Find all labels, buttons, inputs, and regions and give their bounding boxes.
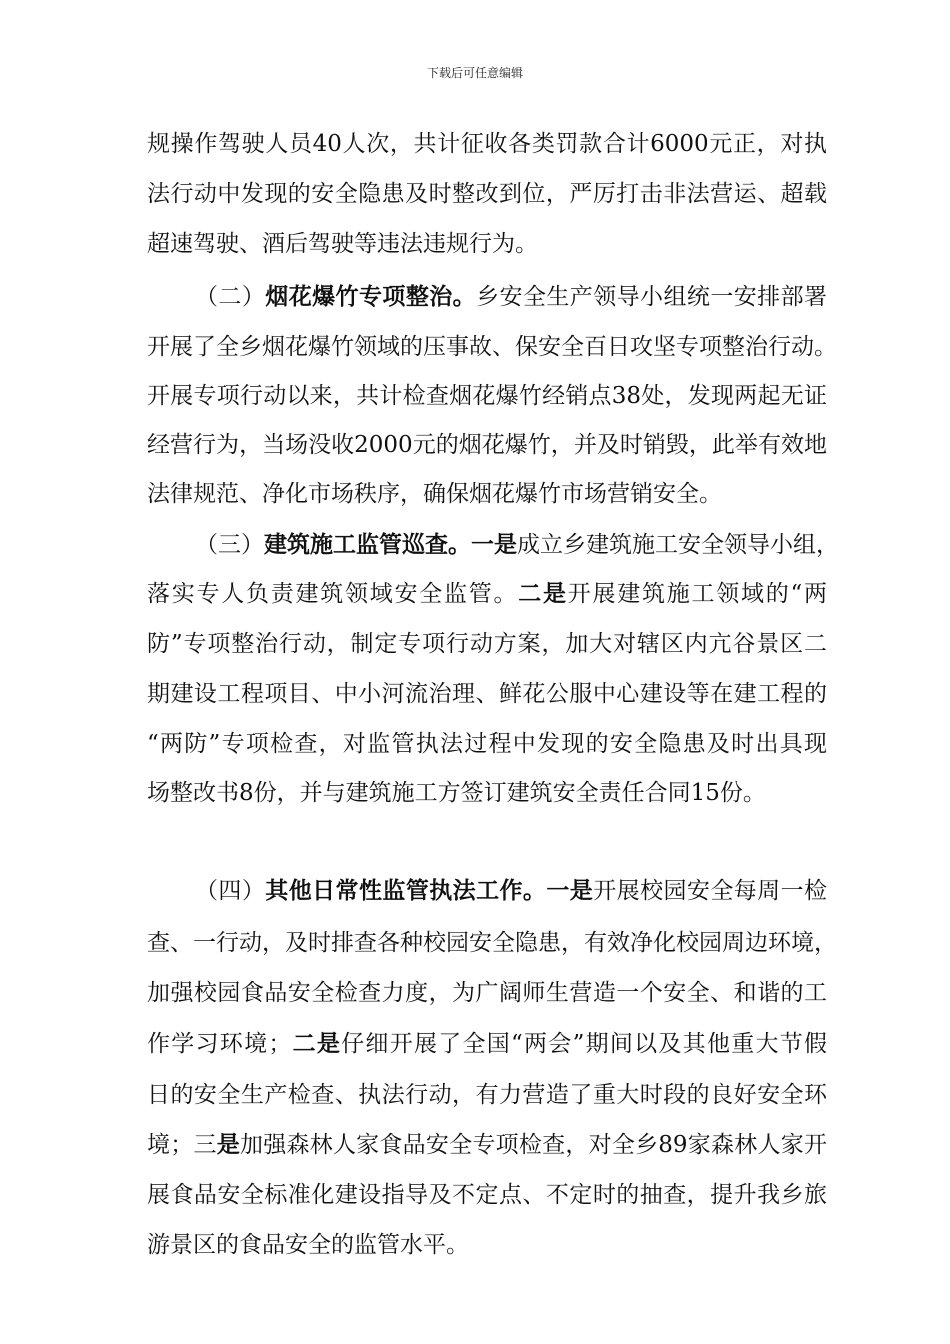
body-text: （二） [195,284,266,310]
body-text: “两防”专项检查，对监管执法过程中发现的安全隐患及时出具现 [147,731,827,757]
text-line [147,778,827,808]
body-text: 法行动中发现的安全隐患及时整改到位，严厉打击非法营运、超载 [147,181,827,207]
body-text: 规操作驾驶人员40人次，共计征收各类罚款合计6000元正，对执 [147,131,827,157]
body-text: （三） [195,532,264,558]
text-line [195,530,839,560]
body-text: 开展建筑施工领域的“两 [567,581,828,607]
bold-heading-text: 二是 [518,581,568,607]
body-text: 查、一行动，及时排查各种校园安全隐患，有效净化校园周边环境， [147,930,837,956]
text-line [147,479,827,509]
text-line [147,679,827,709]
body-text: 加强森林人家食品安全专项检查，对全乡89家森林人家开 [239,1132,828,1158]
text-line [147,928,837,958]
body-text: 展食品安全标准化建设指导及不定点、不定时的抽查，提升我乡旅 [147,1182,827,1208]
bold-heading-text: 是 [216,1132,240,1158]
text-line [147,1130,827,1160]
bold-heading-text: 建筑施工监管巡查。一是 [264,532,517,558]
text-line [147,1080,827,1110]
text-line [147,1230,827,1260]
body-text: 成立乡建筑施工安全领导小组， [517,532,839,558]
body-text: 作学习环境； [147,1031,292,1057]
body-text: 游景区的食品安全的监管水平。 [147,1232,469,1258]
text-line [147,629,827,659]
text-line [147,1180,827,1210]
body-text: 境；三 [147,1132,217,1158]
text-line [147,978,827,1008]
body-text: 开展校园安全每周一检 [593,878,828,904]
body-text: 日的安全生产检查、执法行动，有力营造了重大时段的良好安全环 [147,1082,827,1108]
text-line [147,332,837,362]
bold-heading-text: 烟花爆竹专项整治。 [265,284,477,310]
text-line [195,876,827,906]
body-text: 乡安全生产领导小组统一安排部署 [476,284,828,310]
bold-heading-text: 其他日常性监管执法工作。一是 [265,878,594,904]
body-text: 落实专人负责建筑领域安全监管。 [147,581,519,607]
body-text: 场整改书8份，并与建筑施工方签订建筑安全责任合同15份。 [147,780,766,806]
text-line [147,1029,827,1059]
text-line [147,729,827,759]
body-text: 加强校园食品安全检查力度，为广阔师生营造一个安全、和谐的工 [147,980,827,1006]
body-text: 仔细开展了全国“两会”期间以及其他重大节假 [341,1031,828,1057]
body-text: 开展专项行动以来，共计检查烟花爆竹经销点38处，发现两起无证 [147,383,827,409]
body-text: 期建设工程项目、中小河流治理、鲜花公服中心建设等在建工程的 [147,681,827,707]
text-line [147,381,827,411]
body-text: （四） [195,878,266,904]
text-line [147,129,827,159]
text-line [195,282,827,312]
body-text: 法律规范、净化市场秩序，确保烟花爆竹市场营销安全。 [147,481,722,507]
bold-heading-text: 二是 [291,1031,342,1057]
text-line [147,229,827,259]
text-line [147,430,827,460]
body-text: 经营行为，当场没收2000元的烟花爆竹，并及时销毁，此举有效地 [147,432,827,458]
page-header: 下载后可任意编辑 [426,66,523,80]
body-text: 超速驾驶、酒后驾驶等违法违规行为。 [147,231,538,257]
text-line [147,179,827,209]
text-line [147,579,827,609]
body-text: 防”专项整治行动，制定专项行动方案，加大对辖区内亢谷景区二 [147,631,827,657]
body-text: 开展了全乡烟花爆竹领域的压事故、保安全百日攻坚专项整治行动。 [147,334,837,360]
